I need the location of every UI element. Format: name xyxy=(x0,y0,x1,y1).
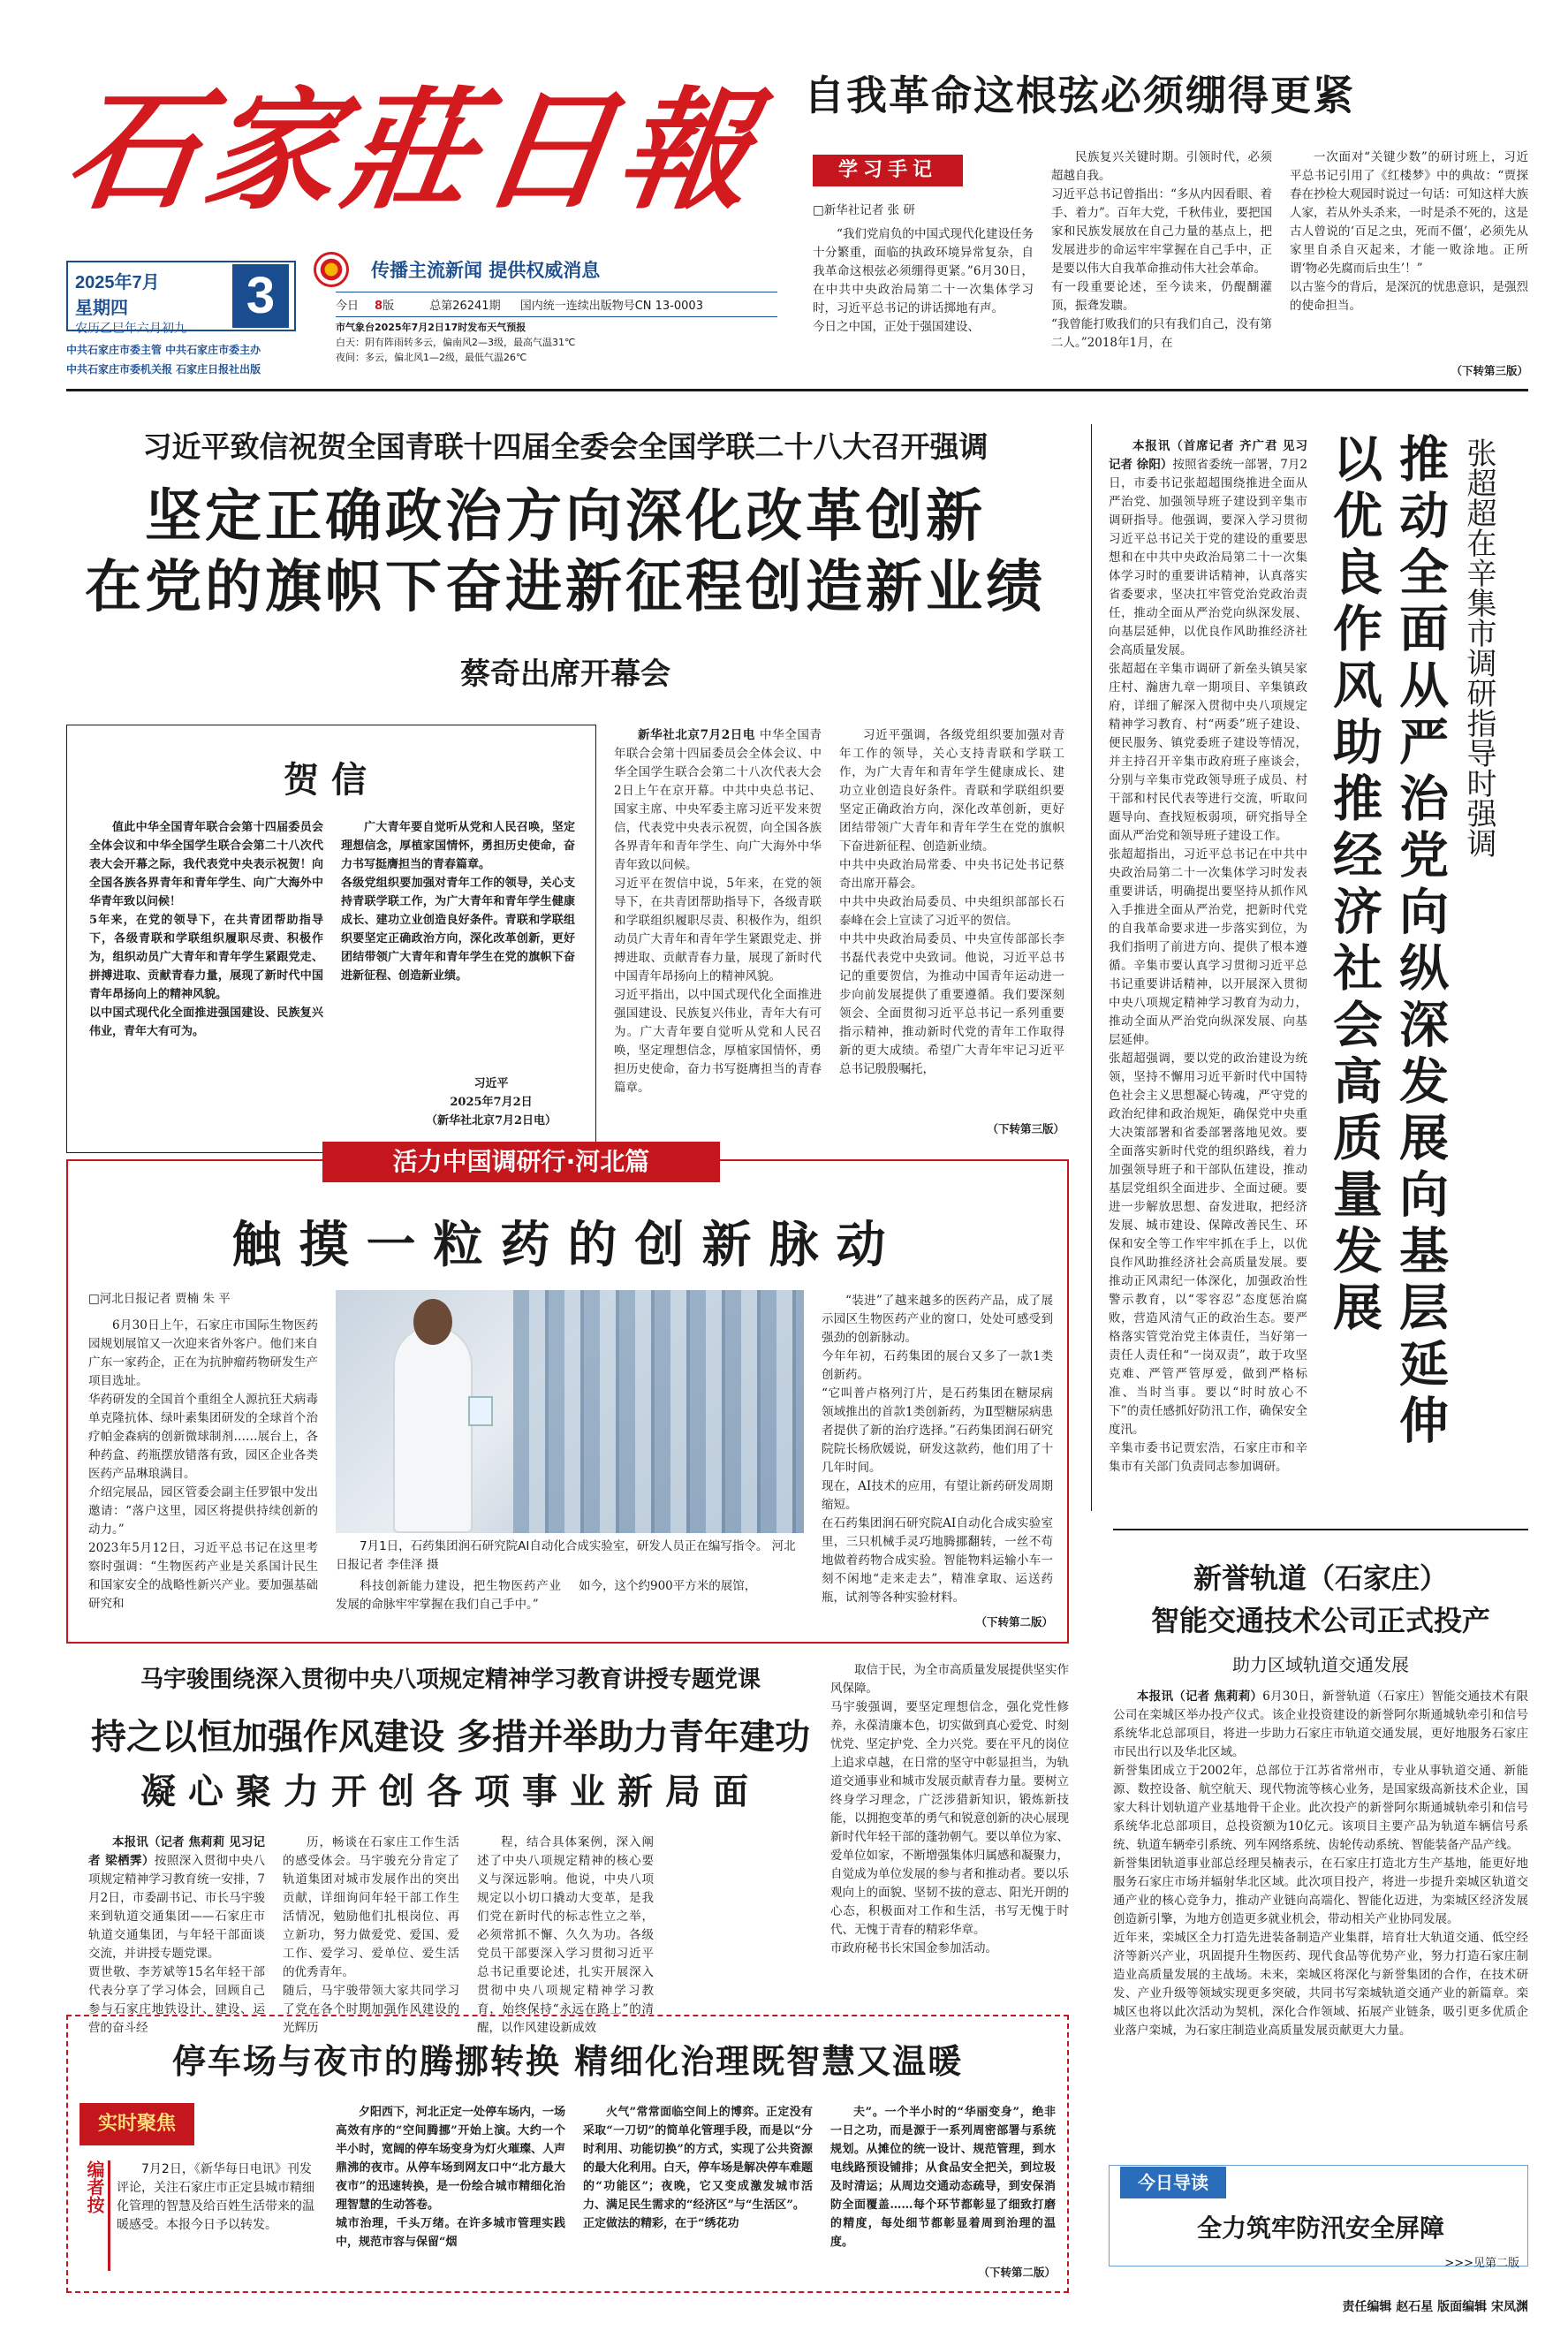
section-rule xyxy=(1113,1529,1528,1530)
article-column: 历，畅谈在石家庄工作生活的感受体会。马宇骏充分肯定了轨道集团对城市发展作出的突出贡献，详细询问年轻干部工作生活情况，勉励他们扎根岗位、再立新功，努力做爱党、爱国、爱工作、爱学习、爱单位、爱生活的优秀青年。 随后，马宇骏带领大家共同学习了党在各个时期加强作风建设的光辉历 xyxy=(283,1835,459,2035)
letter-title: 贺信 xyxy=(284,759,379,801)
feature-headline: 触摸一粒药的创新脉动 xyxy=(231,1217,904,1274)
article-column: 新华社北京7月2日电 中华全国青年联合会第十四届委员会全体会议、中华全国学生联合会第二十八次代表大会2日上午在京开幕。中共中央总书记、国家主席、中央军委主席习近平发来贺信，代表党中央表示祝贺，向全国各族各界青年和青年学生、向广大海外中华青年致以问候。 习近平在贺信中说，5年来，在党的领导下，在共青团帮助指导下，各级青联和学联组织履职尽责、积极作为，组织动员广大青年和青年学生紧跟党走、拼搏进取、贡献青春力量，展现了新时代中国青年昂扬向上的精神风貌。 习近平指出，以中国式现代化全面推进强国建设、民族复兴伟业，青年大有可为。广大青年要自觉听从党和人民召唤，坚定理想信念，厚植家国情怀，勇担历史使命，奋力书写挺膺担当的青春篇章。 xyxy=(614,728,822,1095)
article-column: 夕阳西下，河北正定一处停车场内，一场高效有序的“空间腾挪”开始上演。大约一个半小时，宽阔的停车场变身为灯火璀璨、人声鼎沸的夜市。从停车场到网友口中“北方最大夜市”的迅速转换，是一份绘合城市精细化治理智慧的生动答卷。 城市治理，千头万绪。在许多城市管理实践中，规范市容与保留“烟 xyxy=(336,2106,566,2249)
letter-signature: 习近平 2025年7月2日 （新华社北京7月2日电） xyxy=(425,1077,557,1128)
article-column: 习近平强调，各级党组织要加强对青年工作的领导，关心支持青联和学联工作，为广大青年和青年学生健康成长、建功立业创造良好条件。青联和学联组织要坚定正确政治方向，深化改革创新，更好团结带领广大青年和青年学生在党的旗帜下奋进新征程、创造新业绩。 中共中央政治局常委、中央书记处书记蔡奇出席开幕会。 中共中央政治局委员、中央组织部部长石泰峰在会上宣读了习近平的贺信。 中共中央政治局委员、中央宣传部部长李书磊代表党中央致词。他说，习近平总书记的重要贺信，为推动中国青年运动进一步向前发展提供了重要遵循。我们要深刻领会、全面贯彻习近平总书记一系列重要指示精神，推动新时代党的青年工作取得新的更大成绩。希望广大青年牢记习近平总书记殷殷嘱托， xyxy=(839,728,1064,1076)
article-column: “我们党肩负的中国式现代化建设任务十分繁重，面临的执政环境异常复杂，自我革命这根弦必须绷得更紧。”6月30日，在中共中央政治局第二十一次集体学习时，习近平总书记的讲话掷地有声。 今日之中国，正处于强国建设、 xyxy=(813,227,1034,334)
photo-caption: 7月1日，石药集团润石研究院AI自动化合成实验室，研发人员正在编写指令。 河北日报记者 李佳泽 摄 xyxy=(336,1539,796,1572)
lead-headline: 坚定正确政治方向深化改革创新 在党的旗帜下奋进新征程创造新业绩 xyxy=(85,484,1046,620)
lunar-date: 农历乙巳年六月初九 xyxy=(75,321,186,335)
feature-tag: 活力中国调研行·河北篇 xyxy=(322,1142,720,1182)
top-right-headline: 自我革命这根弦必须绷得更紧 xyxy=(804,72,1355,119)
article-column: 本报讯（首席记者 齐广君 见习记者 徐阳）按照省委统一部署，7月2日，市委书记张超超围绕推进全面从严治党、加强领导班子建设到辛集市调研指导。他强调，要深入学习贯彻习近平总书记关于党的建设的重要思想和在中共中央政治局第二十一次集体学习时的重要讲话精神，认真落实省委要求，坚决扛牢管党治党政治责任，推动全面从严治党向纵深发展、向基层延伸，以优良作风助推经济社会高质量发展。 张超超在辛集市调研了新垒头镇吴家庄村、瀚唐九章一期项目、辛集镇政府，详细了解深入贯彻中央八项规定精神学习教育、村“两委”班子建设、便民服务、镇党委班子建设等情况，并主持召开辛集市政府班子座谈会，分别与辛集市党政领导班子成员、村干部和村民代表等进行交流，听取问题导向、查找短板弱项，研究指导全面从严治党和领导班子建设工作。 张超超指出，习近平总书记在中共中央政治局第二十一次集体学习时发表重要讲话，明确提出要坚持从抓作风入手推进全面从严治党，把新时代党的自我革命要求进一步落实到位，为我们指明了前进方向、提供了根本遵循。辛集市要认真学习贯彻习近平总书记重要讲话精神，以开展深入贯彻中央八项规定精神学习教育为动力，推动全面从严治党向纵深发展、向基层延伸。 张超超强调，要以党的政治建设为统领，坚持不懈用习近平新时代中国特色社会主义思想凝心铸魂，严守党的政治纪律和政治规矩，确保党中央重大决策部署和省委部署落地见效。要全面落实新时代党的组织路线，着力加强领导班子和干部队伍建设，推动基层党组织全面进步、全面过硬。要进一步解放思想、奋发进取，把经济发展、城市建设、保障改善民生、环保和安全等工作牢牢抓在手上，以优良作风助推经济社会高质量发展。要推动正风肃纪一体深化，加强政治性警示教育，以“零容忍”态度惩治腐败，营造风清气正的政治生态。要严格落实管党治党主体责任，当好第一责任人责任和“一岗双责”，敢于攻坚克难、严管严管厚爱，做到严格标准、当时当事。要以“时时放心不下”的责任感抓好防汛工作，确保安全度汛。 辛集市委书记贾宏浩，石家庄市和辛集市有关部门负责同志参加调研。 xyxy=(1109,439,1307,1474)
rail-headline: 新誉轨道（石家庄） 智能交通技术公司正式投产 xyxy=(1150,1561,1490,1637)
rail-subheadline: 助力区域轨道交通发展 xyxy=(1232,1654,1409,1675)
letter-column: 值此中华全国青年联合会第十四届委员会全体会议和中华全国学生联合会第二十八次代表大会开幕之际，我代表党中央表示祝贺！向全国各族各界青年和青年学生、向广大海外中华青年致以问候！ 5年来，在党的领导下，在共青团帮助指导下，各级青联和学联组织履职尽责、积极作为，组织动员广大青年和青年学生紧跟党走、拼搏进取、贡献青春力量，展现了新时代中国青年昂扬向上的精神风貌。 以中国式现代化全面推进强国建设、民族复兴伟业，青年大有可为。 xyxy=(89,821,323,1038)
slogan: 传播主流新闻 提供权威消息 xyxy=(371,260,601,281)
article-column: 民族复兴关键时期。引领时代，必须超越自我。 习近平总书记曾指出：“多从内因看眼、着手、着力”。百年大党，千秋伟业，要把国家和民族发展放在自己力量的基点上，把发展进步的命运牢牢掌握在自己手中，正是要以伟大自我革命推动伟大社会革命。 有一段重要论述，至今读来，仍醍醐灌顶，振聋发聩。 “我曾能打败我们的只有我们自己，没有第二人。”2018年1月，在 xyxy=(1051,150,1272,350)
column-rule xyxy=(1091,424,1092,1511)
party-class-kicker: 马宇骏围绕深入贯彻中央八项规定精神学习教育讲授专题党课 xyxy=(140,1667,761,1693)
article-column: 本报讯（记者 焦莉莉 见习记者 梁栖霁）按照深入贯彻中央八项规定精神学习教育统一安排，7月2日，市委副书记、市长马宇骏来到轨道交通集团——石家庄市轨道交通集团，与年轻干部面谈交流，并讲授专题党课。 贾世敬、李芳斌等15名年轻干部代表分享了学习体会，回顾自己参与石家庄地铁设计、建设、运营的奋斗经 xyxy=(88,1835,266,2035)
study-notes-tag: 学习手记 xyxy=(813,155,963,186)
masthead-rule xyxy=(66,389,1528,391)
day-number: 3 xyxy=(232,264,289,328)
byline: □新华社记者 张 研 xyxy=(813,203,915,217)
letter-column: 广大青年要自觉听从党和人民召唤，坚定理想信念，厚植家国情怀，勇担历史使命，奋力书写挺膺担当的青春篇章。 各级党组织要加强对青年工作的领导，关心支持青联学联工作，为广大青年和青年学生健康成长、建功立业创造良好条件。青联和学联组织要坚定正确政治方向，深化改革创新，更好团结带领广大青年和青年学生在党的旗帜下奋进新征程、创造新业绩。 xyxy=(341,821,575,983)
sponsors: 中共石家庄市委主管 中共石家庄市委主办 中共石家庄市委机关报 石家庄日报社出版 xyxy=(66,344,261,376)
editor-credits: 责任编辑 赵石星 版面编辑 宋凤渊 xyxy=(1342,2300,1528,2314)
article-column: 6月30日上午，石家庄市国际生物医药园规划展馆又一次迎来省外客户。他们来自广东一家药企，正在为抗肿瘤药物研发生产项目选址。 华药研发的全国首个重组全人源抗狂犬病毒单克隆抗体、绿叶素集团研发的全球首个治疗帕金森病的创新微球制剂……展台上，各种药盒、药瓶摆放错落有致，园区企业各类医药产品琳琅满目。 介绍完展品，园区管委会副主任罗银中发出邀请：“落户这里，园区将提供持续创新的动力。” 2023年5月12日，习近平总书记在这里考察时强调：“生物医药产业是关系国计民生和国家安全的战略性新兴产业。要加强基础研究和 xyxy=(88,1318,318,1611)
editor-note-label: 编者按 xyxy=(84,2160,105,2213)
continued-note: （下转第二版） xyxy=(975,1615,1053,1629)
continued-note: （下转第三版） xyxy=(1451,364,1528,377)
lead-subheadline: 蔡奇出席开幕会 xyxy=(460,657,670,692)
article-column: 程，结合具体案例，深入阐述了中央八项规定精神的核心要义与深远影响。他说，中央八项规定以小切口撬动大变革，是我们党在新时代的标志性立之举，必须常抓不懈、久久为功。各级党员干部要深入学习贯彻习近平总书记重要论述，扎实开展深入贯彻中央八项规定精神学习教育，始终保持“永远在路上”的清醒，以作风建设新成效 xyxy=(477,1835,654,2035)
article-column: 取信于民，为全市高质量发展提供坚实作风保障。 马宇骏强调，要坚定理想信念，强化党性修养，永葆清廉本色，切实做到真心爱党、时刻忧党、坚定护党、全力兴党。要在平凡的岗位上追求卓越，在日常的坚守中彰显担当，为轨道交通事业和城市发展贡献青春力量。要树立终身学习理念，广泛涉猎新知识，锻炼新技能，以拥抱变革的勇气和锐意创新的决心展现新时代年轻干部的蓬勃朝气。要以单位为家、爱单位如家，不断增强集体归属感和凝聚力，自觉成为单位发展的参与者和推动者。要以乐观向上的面貌、坚韧不拔的意志、阳光开朗的心态，积极面对工作和生活，书写无愧于时代、无愧于青春的精彩华章。 市政府秘书长宋国金参加活动。 xyxy=(830,1663,1069,1955)
article-column: 本报讯（记者 焦莉莉）6月30日，新誉轨道（石家庄）智能交通技术有限公司在栾城区举办投产仪式。该企业投资建设的新誉阿尔斯通城轨牵引和信号系统华北总部项目，将进一步助力石家庄市轨道交通发展，更好地服务石家庄市民出行以及华北区域。 新誉集团成立于2002年，总部位于江苏省常州市，专业从事轨道交通、新能源、数控设备、航空航天、现代物流等核心业务，是国家级高新技术企业，国家大科计划轨道产业基地骨干企业。此次投产的新誉阿尔斯通城轨牵引和信号系统华北总部项目，总投资额为10亿元。该项目主要产品为轨道车辆信号系统、轨道车辆牵引系统、列车网络系统、齿轮传动系统、智能装备产品产线。 新誉集团轨道事业部总经理吴楠表示，在石家庄打造北方生产基地，能更好地服务石家庄市场并辐射华北区域。此次项目投产，将进一步提升栾城区轨道交通产业的核心竞争力，推动产业链向高端化、智能化迈进，为栾城区经济发展创造新引擎，为地方创造更多就业机会，带动相关产业协同发展。 近年来，栾城区全力打造先进装备制造产业集群，培育壮大轨道交通、低空经济等新兴产业，巩固提升生物医药、现代食品等优势产业，努力打造石家庄制造业高质量发展的主战场。未来，栾城区将深化与新誉集团的合作，在技术研发、产业升级等领域实现更多突破，共同书写栾城轨道交通产业的新篇章。栾城区也将以此次活动为契机，深化合作领域、拓展产业链条，吸引更多优质企业落户栾城，为石家庄制造业高质量发展贡献更大力量。 xyxy=(1113,1689,1528,2038)
article-column: “装进”了越来越多的医药产品，成了展示园区生物医药产业的窗口，处处可感受到强劲的创新脉动。 今年年初，石药集团的展台又多了一款1类创新药。 “它叫普卢格列汀片，是石药集团在糖尿病领域推出的首款1类创新药，为Ⅱ型糖尿病患者提供了新的治疗选择。”石药集团润石研究院院长杨欣媛说，研发这款药，他们用了十几年时间。 现在，AI技术的应用，有望让新药研发周期缩短。 在石药集团润石研究院AI自动化合成实验室里，三只机械手灵巧地腾挪翻转，一丝不苟地做着药物合成实验。智能物料运输小车一刻不闲地“走来走去”，精准拿取、运送药瓶，试剂等各种实验材料。 xyxy=(822,1294,1053,1605)
issue-info: 今日 8版 总第26241期 国内统一连续出版物号CN 13-0003 xyxy=(336,292,777,317)
article-column: 火气”常常面临空间上的博弈。正定没有采取“一刀切”的简单化管理手段，而是以“分时利用、功能切换”的方式，实现了公共资源的最大化利用。白天，停车场是解决停车难题的“功能区”；夜晚，它又变成激发城市活力、满足民生需求的“经济区”与“生活区”。 正定做法的精彩，在于“绣花功 xyxy=(583,2106,814,2230)
lab-photo xyxy=(336,1290,804,1533)
continued-note: （下转第三版） xyxy=(987,1122,1064,1135)
party-class-headline: 持之以恒加强作风建设 多措并举助力青年建功 凝心聚力开创各项事业新局面 xyxy=(91,1717,810,1812)
focus-tag: 实时聚焦 xyxy=(80,2103,194,2145)
page-jump-link[interactable]: >>>见第二版 xyxy=(1444,2257,1519,2270)
date-box xyxy=(66,261,296,335)
weather-forecast: 市气象台2025年7月2日17时发布天气预报 白天：阴有阵雨转多云，偏南风2—3级，最高气温31℃ 夜间：多云，偏北风1—2级，最低气温26℃ xyxy=(336,322,576,363)
emblem-icon xyxy=(314,252,349,287)
continued-note: （下转第二版） xyxy=(978,2266,1056,2279)
accent-bar xyxy=(108,2160,110,2271)
congratulatory-letter xyxy=(66,725,596,1153)
weekday: 星期四 xyxy=(75,299,128,318)
vertical-kicker: 张超超在辛集市调研指导时强调 xyxy=(1461,437,1496,858)
vertical-headline: 推动全面从严治党向纵深发展向基层延伸 以优良作风助推经济社会高质量发展 xyxy=(1325,433,1449,1451)
preview-title[interactable]: 全力筑牢防汛安全屏障 xyxy=(1196,2213,1444,2243)
article-column: 科技创新能力建设，把生物医药产业发展的命脉牢牢掌握在我们自己手中。” 如今，这个约900平方米的展馆， xyxy=(336,1579,757,1612)
article-column: 夫”。一个半小时的“华丽变身”，绝非一日之功，而是源于一系列周密部署与系统规划。从摊位的统一设计、规范管理，到水电线路预设铺排；从食品安全把关，到垃圾及时清运；从周边交通动态疏导，到安保消防全面覆盖……每个环节都彰显了细致打磨的精度，每处细节都彰显着周到治理的温度。 xyxy=(830,2106,1056,2249)
editor-note-text: 7月2日，《新华每日电讯》刊发评论，关注石家庄市正定县城市精细化管理的智慧及给百姓生活带来的温暖感受。本报今日予以转发。 xyxy=(117,2162,314,2232)
night-market-headline: 停车场与夜市的腾挪转换 精细化治理既智慧又温暖 xyxy=(171,2042,964,2081)
article-column: 一次面对“关键少数”的研讨班上，习近平总书记引用了《红楼梦》中的典故：“贾探春在抄检大观园时说过一句话：可知这样大族人家，若从外头杀来，一时是杀不死的，这是古人曾说的‘百足之虫，死而不僵’，必须先从家里自杀自灭起来，才能一败涂地。正所谓‘物必先腐而后虫生’！” 以古鉴今的背后，是深沉的忧患意识，是强烈的使命担当。 xyxy=(1290,150,1528,313)
today-preview-tab: 今日导读 xyxy=(1120,2167,1226,2198)
lead-kicker: 习近平致信祝贺全国青联十四届全委会全国学联二十八大召开强调 xyxy=(142,429,989,464)
date: 2025年7月 xyxy=(75,273,160,292)
byline: □河北日报记者 贾楠 朱 平 xyxy=(88,1292,231,1306)
newspaper-logo: 石家莊日報 xyxy=(57,73,769,227)
